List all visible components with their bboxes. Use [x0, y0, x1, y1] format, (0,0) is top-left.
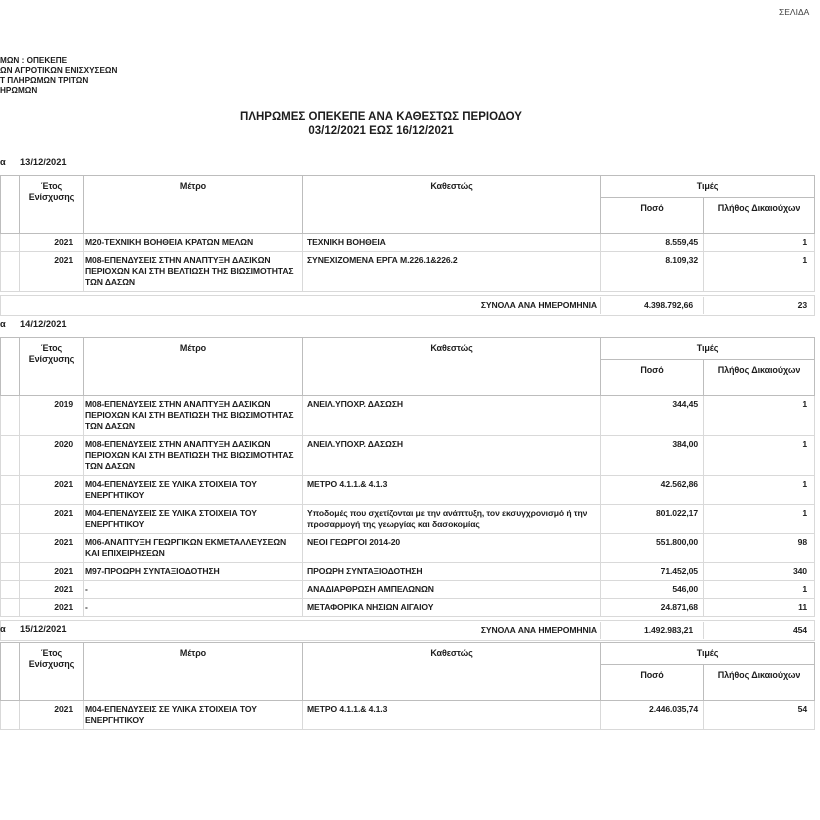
payments-table — [0, 175, 815, 316]
cell-amount: 551.800,00 — [601, 534, 704, 562]
cell-regime: ΜΕΤΡΟ 4.1.1.& 4.1.3 — [303, 701, 601, 729]
col-header-year: Έτος Ενίσχυσης — [20, 338, 84, 395]
date-label — [0, 157, 815, 175]
col-header-count: Πλήθος Δικαιούχων — [717, 365, 801, 375]
table-row — [0, 396, 815, 436]
col-header-count: Πλήθος Δικαιούχων — [717, 670, 801, 680]
table-row — [0, 476, 815, 505]
cell-amount: 42.562,86 — [601, 476, 704, 504]
col-header-cropped — [1, 338, 20, 395]
col-header-amount: Ποσό — [601, 360, 704, 395]
cell-amount: 546,00 — [601, 581, 704, 598]
date-value: 13/12/2021 — [20, 157, 67, 167]
cell-year: 2021 — [20, 534, 84, 562]
col-header-cropped — [1, 176, 20, 233]
cell-amount: 71.452,05 — [601, 563, 704, 580]
cell-year: 2020 — [20, 436, 84, 475]
cell-regime: ΑΝΕΙΛ.ΥΠΟΧΡ. ΔΑΣΩΣΗ — [303, 396, 601, 435]
cell-regime: ΑΝΑΔΙΑΡΘΡΩΣΗ ΑΜΠΕΛΩΝΩΝ — [303, 581, 601, 598]
cell-amount: 8.559,45 — [601, 234, 704, 251]
cell-count: 1 — [802, 399, 807, 409]
col-header-values: Τιμές — [601, 338, 814, 360]
cell-amount: 2.446.035,74 — [601, 701, 704, 729]
cell-regime: ΜΕΤΑΦΟΡΙΚΑ ΝΗΣΙΩΝ ΑΙΓΑΙΟΥ — [303, 599, 601, 616]
cell-measure: Μ06-ΑΝΑΠΤΥΞΗ ΓΕΩΡΓΙΚΩΝ ΕΚΜΕΤΑΛΛΕΥΣΕΩΝ ΚΑΙ ΕΠΙΧΕΙΡΗΣΕΩΝ — [84, 534, 303, 562]
payments-table — [0, 642, 815, 730]
table-header — [0, 175, 815, 234]
cell-amount: 8.109,32 — [601, 252, 704, 291]
cell-measure: Μ08-ΕΠΕΝΔΥΣΕΙΣ ΣΤΗΝ ΑΝΑΠΤΥΞΗ ΔΑΣΙΚΩΝ ΠΕΡΙΟΧΩΝ ΚΑΙ ΣΤΗ ΒΕΛΤΙΩΣΗ ΤΗΣ ΒΙΩΣΙΜΟΤΗΤΑΣ ΤΩΝ ΔΑΣΩΝ — [84, 252, 303, 291]
cell-count: 1 — [802, 255, 807, 265]
payments-table — [0, 337, 815, 641]
col-header-regime: Καθεστώς — [303, 338, 601, 395]
table-row — [0, 252, 815, 292]
cell-amount: 801.022,17 — [601, 505, 704, 533]
totals-label: ΣΥΝΟΛΑ ΑΝΑ ΗΜΕΡΟΜΗΝΙΑ — [1, 297, 601, 314]
totals-count: 454 — [792, 625, 807, 635]
cell-year: 2021 — [20, 234, 84, 251]
cell-count: 11 — [798, 602, 807, 612]
cell-count: 1 — [802, 584, 807, 594]
table-row — [0, 581, 815, 599]
report-period: 03/12/2021 ΕΩΣ 16/12/2021 — [308, 125, 454, 137]
cell-amount: 24.871,68 — [601, 599, 704, 616]
payments-section-15-12-2021 — [0, 624, 815, 730]
table-row — [0, 436, 815, 476]
date-label-prefix: α — [0, 319, 6, 329]
cell-measure: Μ04-ΕΠΕΝΔΥΣΕΙΣ ΣΕ ΥΛΙΚΑ ΣΤΟΙΧΕΙΑ ΤΟΥ ΕΝΕΡΓΗΤΙΚΟΥ — [84, 701, 303, 729]
col-header-year: Έτος Ενίσχυσης — [20, 643, 84, 700]
table-header — [0, 337, 815, 396]
cell-count: 1 — [802, 479, 807, 489]
cell-count: 54 — [797, 704, 807, 714]
date-value: 14/12/2021 — [20, 319, 67, 329]
totals-amount: 1.492.983,21 — [601, 622, 704, 639]
cell-amount: 384,00 — [601, 436, 704, 475]
cell-regime: ΠΡΟΩΡΗ ΣΥΝΤΑΞΙΟΔΟΤΗΣΗ — [303, 563, 601, 580]
cell-regime: Υποδομές που σχετίζονται με την ανάπτυξη, τον εκσυγχρονισμό ή την προσαρμογή της γεωργίας και δασοκομίας — [303, 505, 601, 533]
col-header-measure: Μέτρο — [84, 338, 303, 395]
date-label-prefix: α — [0, 157, 6, 167]
col-header-year: Έτος Ενίσχυσης — [20, 176, 84, 233]
cell-regime: ΑΝΕΙΛ.ΥΠΟΧΡ. ΔΑΣΩΣΗ — [303, 436, 601, 475]
page-title: ΠΛΗΡΩΜΕΣ ΟΠΕΚΕΠΕ ΑΝΑ ΚΑΘΕΣΤΩΣ ΠΕΡΙΟΔΟΥ — [240, 111, 522, 123]
cell-measure: - — [84, 581, 303, 598]
cell-measure: Μ20-ΤΕΧΝΙΚΗ ΒΟΗΘΕΙΑ ΚΡΑΤΩΝ ΜΕΛΩΝ — [84, 234, 303, 251]
totals-row — [0, 295, 815, 316]
cell-regime: ΤΕΧΝΙΚΗ ΒΟΗΘΕΙΑ — [303, 234, 601, 251]
cell-count: 98 — [797, 537, 807, 547]
cell-year: 2021 — [20, 505, 84, 533]
cell-year: 2021 — [20, 599, 84, 616]
cell-count: 1 — [802, 439, 807, 449]
cell-amount: 344,45 — [601, 396, 704, 435]
table-row — [0, 599, 815, 617]
date-label — [0, 624, 815, 642]
date-value: 15/12/2021 — [20, 624, 67, 634]
date-label-prefix: α — [0, 624, 6, 634]
col-header-count: Πλήθος Δικαιούχων — [717, 203, 801, 213]
cell-year: 2019 — [20, 396, 84, 435]
org-line: Τ ΠΛΗΡΩΜΩΝ ΤΡΙΤΩΝ — [0, 76, 89, 85]
payments-section-14-12-2021 — [0, 319, 815, 641]
cell-regime: ΝΕΟΙ ΓΕΩΡΓΟΙ 2014-20 — [303, 534, 601, 562]
table-row — [0, 234, 815, 252]
cell-year: 2021 — [20, 476, 84, 504]
cell-measure: Μ08-ΕΠΕΝΔΥΣΕΙΣ ΣΤΗΝ ΑΝΑΠΤΥΞΗ ΔΑΣΙΚΩΝ ΠΕΡΙΟΧΩΝ ΚΑΙ ΣΤΗ ΒΕΛΤΙΩΣΗ ΤΗΣ ΒΙΩΣΙΜΟΤΗΤΑΣ ΤΩΝ ΔΑΣΩΝ — [84, 436, 303, 475]
page-number-label: ΣΕΛΙΔΑ — [779, 7, 810, 17]
report-title-block — [0, 110, 762, 138]
cell-count: 340 — [792, 566, 807, 576]
col-header-values: Τιμές — [601, 176, 814, 198]
payments-section-13-12-2021 — [0, 157, 815, 316]
org-line: ΜΩΝ : ΟΠΕΚΕΠΕ — [0, 56, 68, 65]
cell-year: 2021 — [20, 252, 84, 291]
col-header-values: Τιμές — [601, 643, 814, 665]
cell-regime: ΣΥΝΕΧΙΖΟΜΕΝΑ ΕΡΓΑ Μ.226.1&226.2 — [303, 252, 601, 291]
table-row — [0, 563, 815, 581]
col-header-cropped — [1, 643, 20, 700]
table-row — [0, 701, 815, 730]
cell-measure: Μ97-ΠΡΟΩΡΗ ΣΥΝΤΑΞΙΟΔΟΤΗΣΗ — [84, 563, 303, 580]
col-header-regime: Καθεστώς — [303, 643, 601, 700]
table-header — [0, 642, 815, 701]
col-header-measure: Μέτρο — [84, 176, 303, 233]
totals-label: ΣΥΝΟΛΑ ΑΝΑ ΗΜΕΡΟΜΗΝΙΑ — [1, 622, 601, 639]
org-address-block — [0, 56, 117, 96]
col-header-amount: Ποσό — [601, 665, 704, 700]
cell-measure: Μ04-ΕΠΕΝΔΥΣΕΙΣ ΣΕ ΥΛΙΚΑ ΣΤΟΙΧΕΙΑ ΤΟΥ ΕΝΕΡΓΗΤΙΚΟΥ — [84, 505, 303, 533]
cell-measure: Μ04-ΕΠΕΝΔΥΣΕΙΣ ΣΕ ΥΛΙΚΑ ΣΤΟΙΧΕΙΑ ΤΟΥ ΕΝΕΡΓΗΤΙΚΟΥ — [84, 476, 303, 504]
table-row — [0, 505, 815, 534]
col-header-regime: Καθεστώς — [303, 176, 601, 233]
cell-year: 2021 — [20, 581, 84, 598]
cell-measure: Μ08-ΕΠΕΝΔΥΣΕΙΣ ΣΤΗΝ ΑΝΑΠΤΥΞΗ ΔΑΣΙΚΩΝ ΠΕΡΙΟΧΩΝ ΚΑΙ ΣΤΗ ΒΕΛΤΙΩΣΗ ΤΗΣ ΒΙΩΣΙΜΟΤΗΤΑΣ ΤΩΝ ΔΑΣΩΝ — [84, 396, 303, 435]
date-label — [0, 319, 815, 337]
cell-count: 1 — [802, 237, 807, 247]
cell-measure: - — [84, 599, 303, 616]
cell-year: 2021 — [20, 563, 84, 580]
org-line: ΗΡΩΜΩΝ — [0, 86, 38, 95]
cell-year: 2021 — [20, 701, 84, 729]
cell-count: 1 — [802, 508, 807, 518]
totals-amount: 4.398.792,66 — [601, 297, 704, 314]
table-row — [0, 534, 815, 563]
totals-count: 23 — [797, 300, 807, 310]
org-line: ΩΝ ΑΓΡΟΤΙΚΩΝ ΕΝΙΣΧΥΣΕΩΝ — [0, 66, 118, 75]
col-header-amount: Ποσό — [601, 198, 704, 233]
col-header-measure: Μέτρο — [84, 643, 303, 700]
cell-regime: ΜΕΤΡΟ 4.1.1.& 4.1.3 — [303, 476, 601, 504]
